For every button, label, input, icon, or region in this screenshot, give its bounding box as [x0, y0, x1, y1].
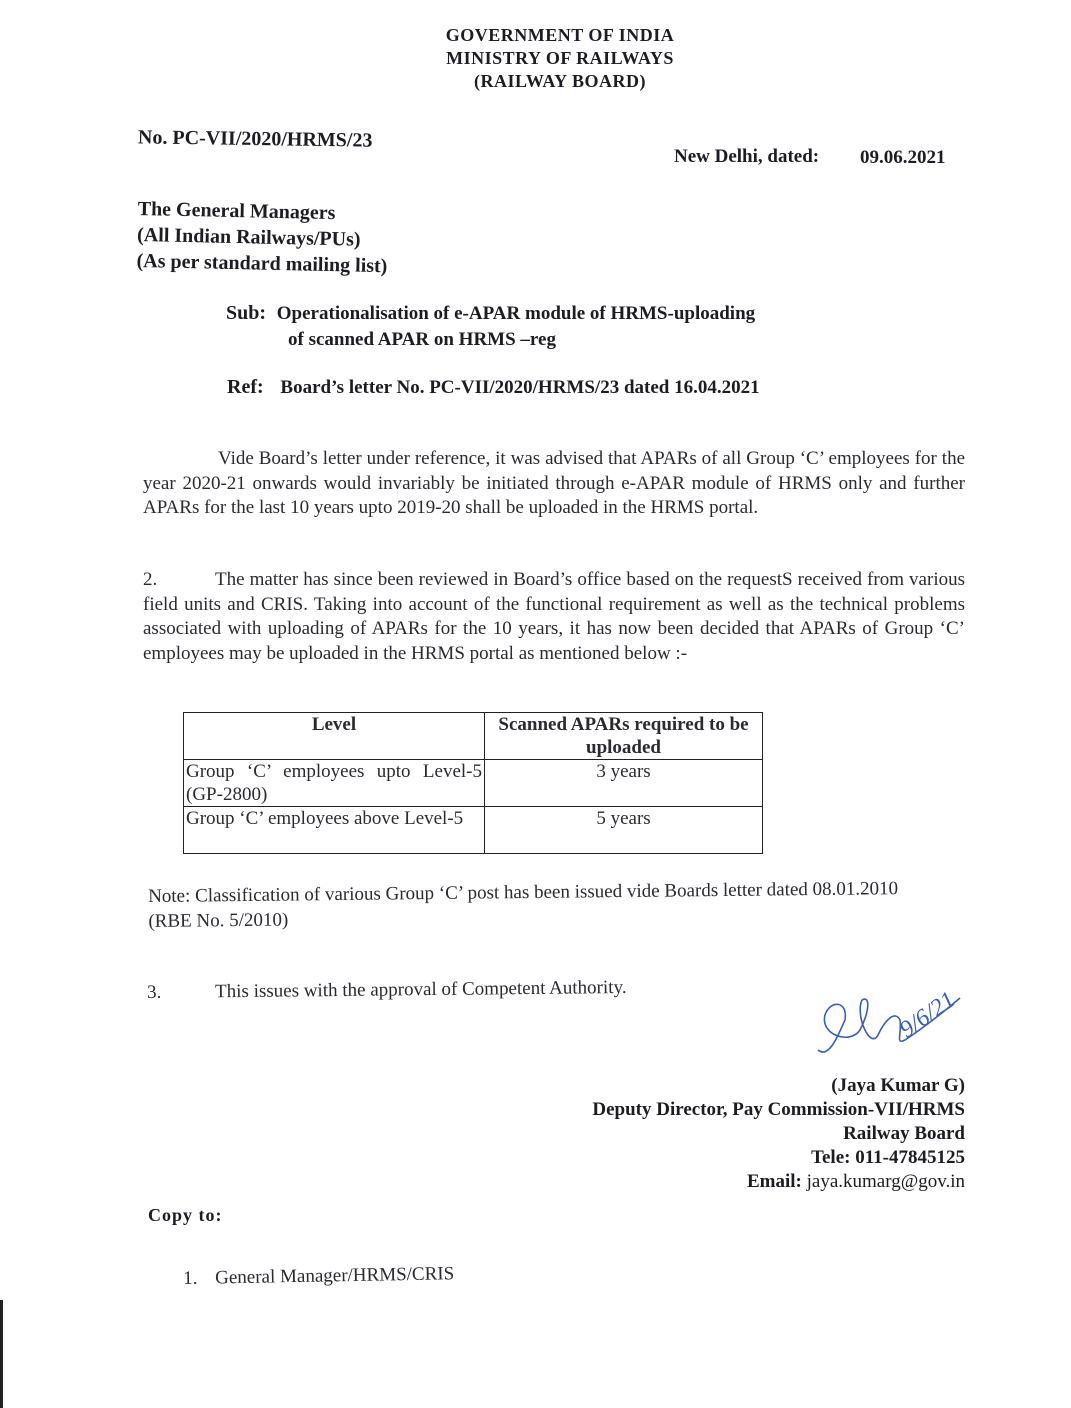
table-header-row [184, 713, 763, 760]
copy-to-item [183, 1263, 454, 1290]
signatory-office: Railway Board [843, 1123, 965, 1144]
copy-to-item-number: 1. [183, 1267, 198, 1289]
reference [227, 376, 760, 399]
letter-number: No. PC-VII/2020/HRMS/23 [137, 126, 373, 152]
table-row [184, 760, 763, 807]
paragraph-2-text: The matter has since been reviewed in Board’s office based on the requestS received from various field units and CRIS. Taking into account of the functional requirement as well as the technical problems associated with uploading of APARs for the 10 years, it has now been decided that APARs of Group ‘C’ employees may be uploaded in the HRMS portal as mentioned below :- [143, 569, 965, 664]
paragraph-3-text: This issues with the approval of Competent Authority. [214, 976, 627, 1003]
addressee-line: The General Managers [137, 197, 336, 225]
copy-to-item-text: General Manager/HRMS/CRIS [214, 1263, 455, 1289]
email-label: Email: [746, 1171, 802, 1192]
table-header-scanned: Scanned APARs required to be uploaded [485, 713, 763, 760]
signatory-name: (Jaya Kumar G) [831, 1075, 965, 1096]
addressee [136, 196, 388, 279]
signatory-designation: Deputy Director, Pay Commission-VII/HRMS [592, 1099, 965, 1120]
letter-date: 09.06.2021 [860, 147, 946, 168]
reference-text: Board’s letter No. PC-VII/2020/HRMS/23 dated 16.04.2021 [280, 377, 760, 398]
addressee-line: (All Indian Railways/PUs) [136, 223, 361, 251]
signatory-telephone: Tele: 011-47845125 [811, 1147, 965, 1168]
apar-table [183, 712, 763, 854]
letterhead [0, 24, 1071, 93]
reference-label: Ref: [227, 376, 264, 398]
subject [226, 300, 755, 353]
paragraph-3 [147, 977, 627, 1004]
table-cell-years: 5 years [485, 807, 763, 854]
signature-block [592, 1074, 965, 1194]
letterhead-line-1: GOVERNMENT OF INDIA [445, 25, 675, 45]
subject-label: Sub: [226, 302, 267, 324]
scan-edge [0, 1300, 3, 1408]
paragraph-2-number: 2. [143, 569, 158, 590]
note: Note: Classification of various Group ‘C’ post has been issued vide Boards letter dated 08.01.2010 (RBE No. 5/2010) [148, 878, 899, 932]
dated-label: New Delhi, dated: [674, 146, 820, 167]
addressee-line: (As per standard mailing list) [136, 249, 388, 278]
table-cell-level: Group ‘C’ employees above Level-5 [184, 807, 485, 854]
table-row [184, 807, 763, 854]
copy-to-label: Copy to: [148, 1205, 223, 1225]
letterhead-line-3: (RAILWAY BOARD) [473, 71, 647, 91]
table-cell-level: Group ‘C’ employees upto Level-5 (GP-2800) [184, 760, 485, 807]
paragraph-3-number: 3. [147, 981, 162, 1003]
paragraph-2 [143, 568, 965, 666]
subject-line-1: Operationalisation of e-APAR module of HRMS-uploading [276, 303, 756, 324]
paragraph-1-text: Vide Board’s letter under reference, it was advised that APARs of all Group ‘C’ employees for the year 2020-21 onwards would invariably be initiated through e-APAR module of HRMS only and further APARs for the last 10 years upto 2019-20 shall be uploaded in the HRMS portal. [143, 448, 965, 518]
subject-line-2: of scanned APAR on HRMS –reg [288, 329, 556, 350]
signature-date: 9/6/21 [895, 986, 961, 1044]
table-header-level: Level [184, 713, 485, 760]
letterhead-line-2: MINISTRY OF RAILWAYS [446, 48, 674, 68]
paragraph-1 [143, 447, 965, 521]
signatory-email: jaya.kumarg@gov.in [806, 1171, 965, 1192]
table-cell-years: 3 years [485, 760, 763, 807]
